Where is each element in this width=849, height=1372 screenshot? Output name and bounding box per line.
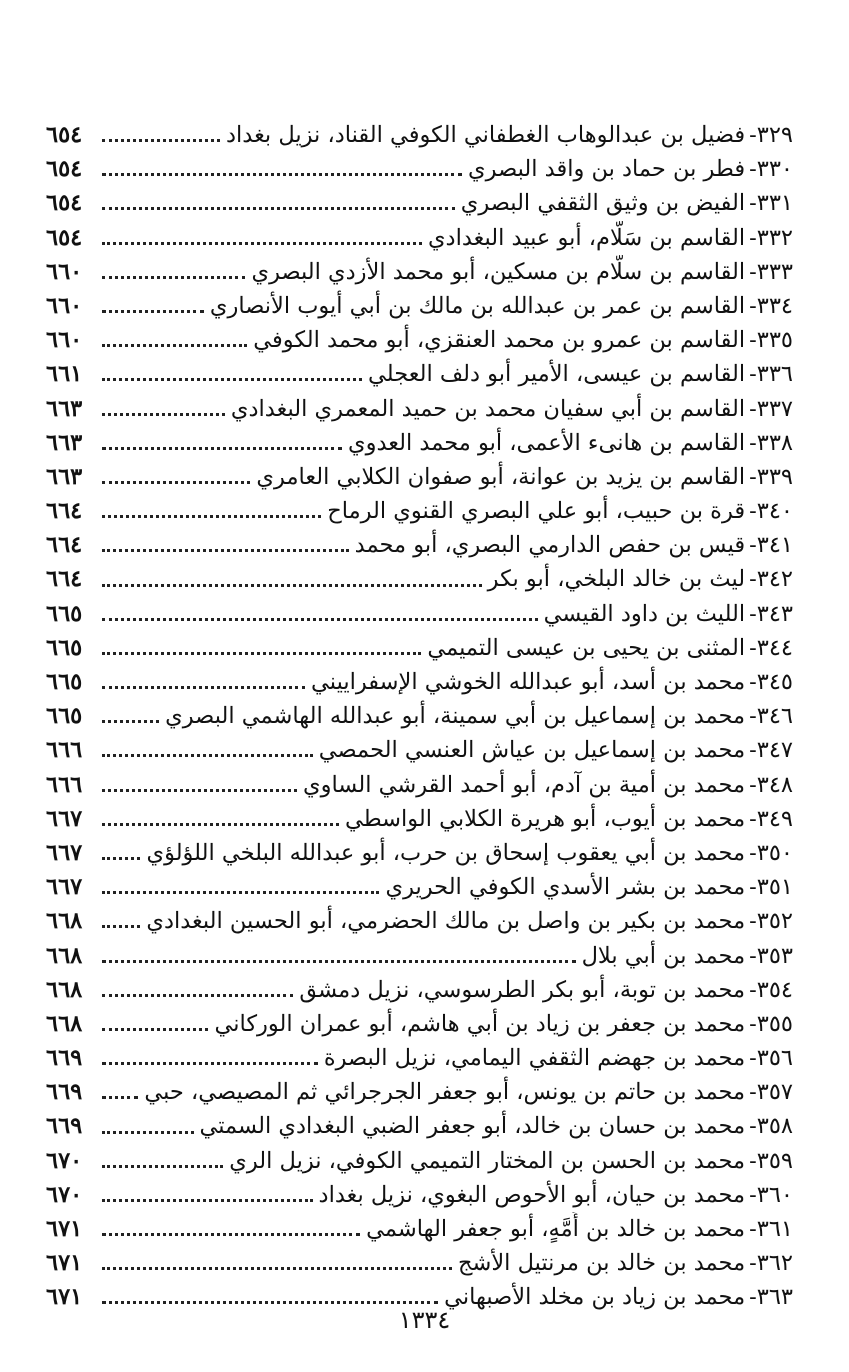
toc-entry: [46, 289, 793, 323]
entry-number: ٣٥٤-: [749, 976, 793, 1003]
entry-page-number: ٦٦٤: [46, 566, 83, 593]
entry-title: محمد بن جعفر بن زياد بن أبي هاشم، أبو عمران الوركاني: [214, 1010, 746, 1037]
entry-title: القاسم بن يزيد بن عوانة، أبو صفوان الكلابي العامري: [256, 463, 746, 490]
entry-page-number: ٦٦٥: [46, 703, 83, 730]
entry-page-number: ٦٦٦: [46, 737, 83, 764]
entry-title: المثنى بن يحيى بن عيسى التميمي: [427, 634, 746, 661]
dot-leader: [102, 719, 159, 723]
entry-page-number: ٦٦١: [46, 361, 83, 388]
entry-page-number: ٦٦٠: [46, 327, 83, 354]
entry-number: ٣٥٧-: [749, 1079, 793, 1106]
entry-number: ٣٥٥-: [749, 1010, 793, 1037]
dot-leader: [102, 343, 247, 347]
dot-leader: [102, 412, 225, 416]
dot-leader: [102, 309, 204, 313]
entry-page-number: ٦٦٨: [46, 942, 83, 969]
toc-entry: [46, 392, 793, 426]
entry-page-number: ٦٧٠: [46, 1147, 83, 1174]
entry-number: ٣٣١-: [749, 190, 793, 217]
entry-title: الليث بن داود القيسي: [543, 600, 746, 627]
toc-entry: [46, 733, 793, 767]
dot-leader: [102, 446, 342, 450]
entry-title: قرة بن حبيب، أبو علي البصري القنوي الرماح: [327, 498, 746, 525]
entry-number: ٣٥٣-: [749, 942, 793, 969]
dot-leader: [102, 924, 140, 928]
entry-page-number: ٦٧١: [46, 1284, 83, 1311]
entry-page-number: ٦٦٩: [46, 1079, 83, 1106]
entry-page-number: ٦٦٧: [46, 839, 83, 866]
entry-number: ٣٤٥-: [749, 669, 793, 695]
dot-leader: [102, 241, 422, 245]
entry-number: ٣٥٨-: [749, 1113, 793, 1140]
entry-number: ٣٤٩-: [749, 805, 793, 832]
entry-page-number: ٦٦٣: [46, 429, 83, 456]
entry-number: ٣٤٨-: [749, 771, 793, 798]
entry-title: فضيل بن عبدالوهاب الغطفاني الكوفي القناد، نزيل بغداد: [225, 122, 746, 148]
entry-title: محمد بن الحسن بن المختار التميمي الكوفي، نزيل الري: [229, 1147, 746, 1174]
entry-title: محمد بن خالد بن أَمَّهٍ، أبو جعفر الهاشمي: [366, 1216, 746, 1242]
entry-page-number: ٦٦٣: [46, 395, 83, 422]
toc-entry: [46, 1246, 793, 1280]
entry-number: ٣٣٩-: [749, 463, 793, 490]
dot-leader: [102, 1130, 194, 1134]
entry-number: ٣٦٠-: [749, 1181, 793, 1208]
toc-entry: [46, 939, 793, 973]
toc-entry: [46, 460, 793, 494]
toc-entry: [46, 904, 793, 938]
entry-title: محمد بن إسماعيل بن عياش العنسي الحمصي: [318, 737, 746, 764]
entry-title: محمد بن توبة، أبو بكر الطرسوسي، نزيل دمشق: [299, 976, 746, 1003]
dot-leader: [102, 753, 313, 757]
entry-title: محمد بن إسماعيل بن أبي سمينة، أبو عبدالله الهاشمي البصري: [165, 703, 746, 730]
toc-entry: [46, 221, 793, 255]
dot-leader: [102, 138, 220, 142]
entry-number: ٣٥١-: [749, 874, 793, 901]
toc-entry: [46, 118, 793, 152]
dot-leader: [102, 583, 482, 587]
entry-page-number: ٦٦٠: [46, 258, 83, 285]
entry-number: ٣٣٤-: [749, 292, 793, 319]
toc-entry: [46, 597, 793, 631]
entry-number: ٣٤٣-: [749, 600, 793, 627]
toc-entry: [46, 1041, 793, 1075]
toc-entry: [46, 528, 793, 562]
dot-leader: [102, 514, 321, 518]
entry-page-number: ٦٦٨: [46, 1010, 83, 1037]
toc-entry: [46, 768, 793, 802]
entry-page-number: ٦٦٠: [46, 292, 83, 319]
toc-entry: [46, 186, 793, 220]
entry-page-number: ٦٥٤: [46, 156, 83, 183]
dot-leader: [102, 548, 349, 552]
entry-number: ٣٥٦-: [749, 1045, 793, 1072]
page-number: ١٣٣٤: [398, 1306, 451, 1334]
entry-page-number: ٦٦٨: [46, 976, 83, 1003]
entry-number: ٣٤٢-: [749, 566, 793, 593]
toc-entry: [46, 870, 793, 904]
entry-page-number: ٦٦٩: [46, 1045, 83, 1072]
dot-leader: [102, 172, 462, 176]
entry-page-number: ٦٥٤: [46, 190, 83, 217]
entry-title: محمد بن أسد، أبو عبدالله الخوشي الإسفراييني: [311, 669, 746, 695]
entry-page-number: ٦٧١: [46, 1216, 83, 1242]
dot-leader: [102, 1198, 313, 1202]
entry-page-number: ٦٦٦: [46, 771, 83, 798]
entry-title: محمد بن خالد بن مرنتيل الأشج: [457, 1250, 746, 1277]
entry-number: ٣٣٣-: [749, 258, 793, 285]
toc-entry: [46, 255, 793, 289]
entry-number: ٣٤١-: [749, 532, 793, 559]
toc-entry: [46, 152, 793, 186]
toc-entry: [46, 631, 793, 665]
entry-page-number: ٦٦٥: [46, 669, 83, 695]
entry-title: محمد بن حاتم بن يونس، أبو جعفر الجرجرائي ثم المصيصي، حبي: [144, 1079, 746, 1106]
entry-title: محمد بن حيان، أبو الأحوص البغوي، نزيل بغداد: [318, 1181, 746, 1208]
entry-number: ٣٤٠-: [749, 498, 793, 525]
toc-entry: [46, 426, 793, 460]
entry-number: ٣٥٠-: [749, 839, 793, 866]
dot-leader: [102, 993, 293, 997]
entry-number: ٣٥٢-: [749, 908, 793, 935]
dot-leader: [102, 1300, 438, 1304]
entry-page-number: ٦٧٠: [46, 1181, 83, 1208]
entry-page-number: ٦٧١: [46, 1250, 83, 1277]
entry-title: محمد بن أبي بلال: [581, 942, 746, 969]
entry-page-number: ٦٦٥: [46, 600, 83, 627]
dot-leader: [102, 651, 421, 655]
entry-number: ٣٣٠-: [749, 156, 793, 183]
toc-entry: [46, 562, 793, 596]
entry-title: محمد بن بشر الأسدي الكوفي الحريري: [385, 874, 746, 901]
entry-title: محمد بن جهضم الثقفي اليمامي، نزيل البصرة: [323, 1045, 746, 1072]
toc-entry: [46, 323, 793, 357]
entry-title: القاسم بن عيسى، الأمير أبو دلف العجلي: [368, 361, 746, 388]
entry-title: الفيض بن وثيق الثقفي البصري: [460, 190, 746, 217]
entry-title: القاسم بن عمر بن عبدالله بن مالك بن أبي أيوب الأنصاري: [209, 292, 746, 319]
dot-leader: [102, 275, 245, 279]
toc-entry: [46, 665, 793, 699]
table-of-contents: [46, 118, 793, 1315]
dot-leader: [102, 1061, 318, 1065]
entry-number: ٣٥٩-: [749, 1147, 793, 1174]
entry-page-number: ٦٦٣: [46, 463, 83, 490]
dot-leader: [102, 890, 379, 894]
entry-number: ٣٤٧-: [749, 737, 793, 764]
entry-title: محمد بن زياد بن مخلد الأصبهاني: [444, 1284, 746, 1311]
dot-leader: [102, 1266, 452, 1270]
dot-leader: [102, 1232, 360, 1236]
entry-number: ٣٣٦-: [749, 361, 793, 388]
entry-page-number: ٦٦٥: [46, 634, 83, 661]
toc-entry: [46, 802, 793, 836]
dot-leader: [102, 1164, 223, 1168]
toc-entry: [46, 357, 793, 391]
toc-entry: [46, 1075, 793, 1109]
dot-leader: [102, 822, 339, 826]
dot-leader: [102, 959, 576, 963]
dot-leader: [102, 1027, 208, 1031]
entry-number: ٣٣٨-: [749, 429, 793, 456]
entry-number: ٣٤٤-: [749, 634, 793, 661]
entry-number: ٣٣٧-: [749, 395, 793, 422]
entry-page-number: ٦٦٤: [46, 532, 83, 559]
entry-number: ٣٦٢-: [749, 1250, 793, 1277]
dot-leader: [102, 788, 297, 792]
entry-page-number: ٦٦٨: [46, 908, 83, 935]
toc-entry: [46, 1178, 793, 1212]
entry-number: ٣٢٩-: [749, 122, 793, 148]
entry-title: محمد بن بكير بن واصل بن مالك الحضرمي، أبو الحسين البغدادي: [146, 908, 746, 935]
entry-title: القاسم بن أبي سفيان محمد بن حميد المعمري البغدادي: [230, 395, 746, 422]
entry-title: محمد بن حسان بن خالد، أبو جعفر الضبي البغدادي السمتي: [199, 1113, 746, 1140]
dot-leader: [102, 377, 362, 381]
entry-title: القاسم بن سلَّام بن مسكين، أبو محمد الأزدي البصري: [251, 258, 746, 285]
entry-page-number: ٦٥٤: [46, 122, 83, 148]
dot-leader: [102, 685, 305, 689]
entry-number: ٣٦٣-: [749, 1284, 793, 1311]
entry-title: القاسم بن سَلَّام، أبو عبيد البغدادي: [427, 224, 746, 251]
entry-title: القاسم بن هانىء الأعمى، أبو محمد العدوي: [348, 429, 746, 456]
entry-number: ٣٣٢-: [749, 224, 793, 251]
toc-entry: [46, 836, 793, 870]
dot-leader: [102, 480, 250, 484]
entry-title: ليث بن خالد البلخي، أبو بكر: [487, 566, 746, 593]
entry-number: ٣٣٥-: [749, 327, 793, 354]
entry-title: محمد بن أبي يعقوب إسحاق بن حرب، أبو عبدالله البلخي اللؤلؤي: [146, 839, 746, 866]
toc-entry: [46, 973, 793, 1007]
toc-entry: [46, 494, 793, 528]
entry-page-number: ٦٦٧: [46, 805, 83, 832]
entry-page-number: ٦٦٧: [46, 874, 83, 901]
entry-title: القاسم بن عمرو بن محمد العنقزي، أبو محمد الكوفي: [253, 327, 746, 354]
entry-page-number: ٦٥٤: [46, 224, 83, 251]
toc-entry: [46, 699, 793, 733]
dot-leader: [102, 617, 538, 621]
entry-title: محمد بن أمية بن آدم، أبو أحمد القرشي الساوي: [302, 771, 746, 798]
toc-entry: [46, 1144, 793, 1178]
toc-entry: [46, 1109, 793, 1143]
entry-number: ٣٦١-: [749, 1216, 793, 1242]
dot-leader: [102, 1095, 138, 1099]
toc-entry: [46, 1007, 793, 1041]
dot-leader: [102, 856, 140, 860]
entry-number: ٣٤٦-: [749, 703, 793, 730]
entry-page-number: ٦٦٩: [46, 1113, 83, 1140]
dot-leader: [102, 206, 455, 210]
entry-page-number: ٦٦٤: [46, 498, 83, 525]
toc-entry: [46, 1212, 793, 1246]
entry-title: محمد بن أيوب، أبو هريرة الكلابي الواسطي: [344, 805, 746, 832]
entry-title: قيس بن حفص الدارمي البصري، أبو محمد: [354, 532, 746, 559]
entry-title: فطر بن حماد بن واقد البصري: [468, 156, 746, 183]
